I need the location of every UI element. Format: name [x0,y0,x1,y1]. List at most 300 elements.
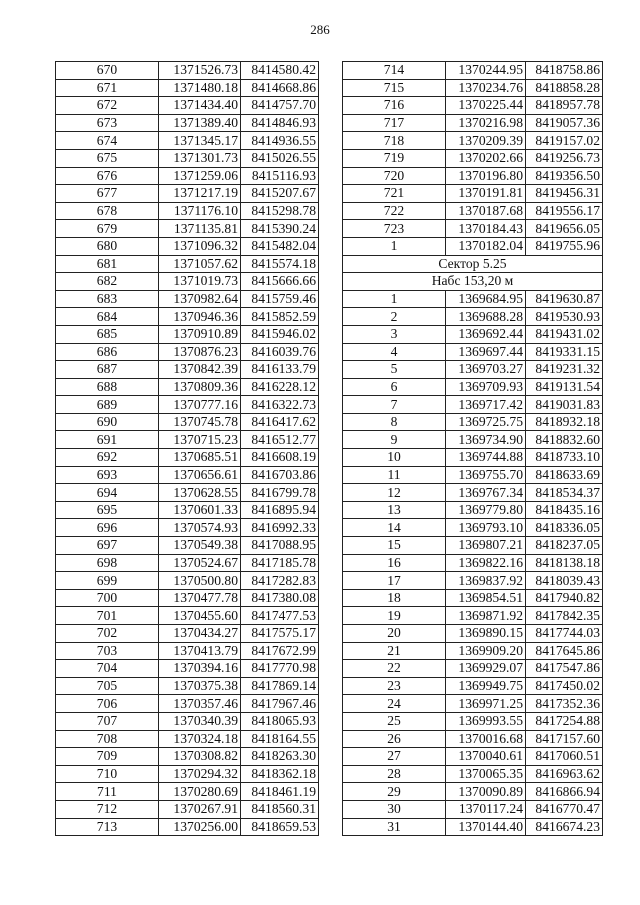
coordinate-x: 1369993.55 [446,712,526,730]
coordinate-x: 1369890.15 [446,625,526,643]
coordinate-y: 8419556.17 [526,202,603,220]
coordinate-x: 1370549.38 [159,537,241,555]
coordinate-x: 1369767.34 [446,484,526,502]
coordinate-y: 8415207.67 [241,185,319,203]
coordinate-y: 8417672.99 [241,642,319,660]
table-row [343,712,603,730]
coordinate-y: 8417770.98 [241,660,319,678]
coordinate-y: 8417352.36 [526,695,603,713]
table-row [343,783,603,801]
coordinate-x: 1370375.38 [159,677,241,695]
coordinate-y: 8417185.78 [241,554,319,572]
point-number: 696 [56,519,159,537]
coordinate-x: 1370455.60 [159,607,241,625]
coordinate-x: 1369755.70 [446,466,526,484]
point-number: 680 [56,237,159,255]
coordinate-x: 1369725.75 [446,413,526,431]
point-number: 7 [343,396,446,414]
table-row [56,466,319,484]
coordinate-x: 1370500.80 [159,572,241,590]
coordinate-y: 8416133.79 [241,361,319,379]
table-row [343,589,603,607]
point-number: 717 [343,114,446,132]
coordinate-y: 8415482.04 [241,237,319,255]
coordinate-x: 1371526.73 [159,62,241,80]
coordinate-x: 1369949.75 [446,677,526,695]
point-number: 21 [343,642,446,660]
table-row [56,97,319,115]
coordinate-x: 1369744.88 [446,449,526,467]
point-number: 26 [343,730,446,748]
table-row [56,361,319,379]
table-row [343,62,603,80]
table-row [343,501,603,519]
point-number: 681 [56,255,159,273]
coordinate-x: 1370308.82 [159,748,241,766]
point-number: 5 [343,361,446,379]
point-number: 31 [343,818,446,836]
point-number: 29 [343,783,446,801]
coordinate-y: 8419331.15 [526,343,603,361]
coordinate-x: 1370745.78 [159,413,241,431]
point-number: 12 [343,484,446,502]
coordinate-y: 8415759.46 [241,290,319,308]
coordinate-y: 8419456.31 [526,185,603,203]
point-number: 14 [343,519,446,537]
coordinates-table-right-top-body [343,62,603,256]
coordinate-x: 1369871.92 [446,607,526,625]
coordinate-x: 1369697.44 [446,343,526,361]
table-row [343,396,603,414]
coordinate-x: 1370040.61 [446,748,526,766]
coordinate-y: 8415116.93 [241,167,319,185]
table-row [343,625,603,643]
point-number: 704 [56,660,159,678]
table-row [343,149,603,167]
table-row [56,783,319,801]
coordinate-y: 8416703.86 [241,466,319,484]
coordinate-x: 1370477.78 [159,589,241,607]
table-row [56,642,319,660]
coordinate-y: 8418362.18 [241,765,319,783]
coordinate-y: 8416770.47 [526,800,603,818]
point-number: 709 [56,748,159,766]
coordinate-x: 1369734.90 [446,431,526,449]
table-row [56,237,319,255]
coordinate-x: 1369837.92 [446,572,526,590]
point-number: 686 [56,343,159,361]
coordinate-y: 8418435.16 [526,501,603,519]
point-number: 685 [56,325,159,343]
coordinate-y: 8416322.73 [241,396,319,414]
coordinate-y: 8418039.43 [526,572,603,590]
coordinate-y: 8418758.86 [526,62,603,80]
point-number: 708 [56,730,159,748]
coordinate-y: 8417088.95 [241,537,319,555]
coordinates-table-left [55,61,319,836]
table-row [343,730,603,748]
table-row [343,290,603,308]
coordinate-y: 8416417.62 [241,413,319,431]
coordinate-x: 1370144.40 [446,818,526,836]
point-number: 673 [56,114,159,132]
coordinate-y: 8419157.02 [526,132,603,150]
coordinate-x: 1370256.00 [159,818,241,836]
coordinate-y: 8417254.88 [526,712,603,730]
point-number: 9 [343,431,446,449]
coordinate-x: 1371176.10 [159,202,241,220]
coordinate-y: 8416799.78 [241,484,319,502]
coordinate-x: 1369793.10 [446,519,526,537]
point-number: 20 [343,625,446,643]
coordinate-y: 8419057.36 [526,114,603,132]
coordinate-y: 8418932.18 [526,413,603,431]
point-number: 2 [343,308,446,326]
coordinates-table-right [342,61,603,836]
table-row [343,79,603,97]
coordinate-y: 8419530.93 [526,308,603,326]
coordinate-x: 1370434.27 [159,625,241,643]
coordinate-y: 8419031.83 [526,396,603,414]
coordinate-y: 8418461.19 [241,783,319,801]
point-number: 715 [343,79,446,97]
point-number: 705 [56,677,159,695]
table-row [56,695,319,713]
coordinate-y: 8415852.59 [241,308,319,326]
table-row [343,748,603,766]
coordinate-x: 1371135.81 [159,220,241,238]
table-row [343,132,603,150]
table-row [56,431,319,449]
point-number: 1 [343,237,446,255]
table-row [343,343,603,361]
coordinate-x: 1369684.95 [446,290,526,308]
coordinate-y: 8418534.37 [526,484,603,502]
point-number: 27 [343,748,446,766]
coordinate-x: 1370216.98 [446,114,526,132]
table-row [343,695,603,713]
point-number: 11 [343,466,446,484]
coordinate-x: 1369703.27 [446,361,526,379]
coordinate-x: 1370117.24 [446,800,526,818]
coordinate-x: 1370946.36 [159,308,241,326]
coordinate-x: 1370685.51 [159,449,241,467]
table-row [56,589,319,607]
coordinate-x: 1370267.91 [159,800,241,818]
coordinate-y: 8417744.03 [526,625,603,643]
coordinate-x: 1370628.55 [159,484,241,502]
coordinate-y: 8417842.35 [526,607,603,625]
point-number: 683 [56,290,159,308]
point-number: 693 [56,466,159,484]
point-number: 676 [56,167,159,185]
table-row [56,62,319,80]
coordinate-y: 8415026.55 [241,149,319,167]
table-row [56,220,319,238]
coordinate-x: 1371217.19 [159,185,241,203]
point-number: 15 [343,537,446,555]
coordinate-x: 1370016.68 [446,730,526,748]
table-row [56,273,319,291]
point-number: 723 [343,220,446,238]
point-number: 28 [343,765,446,783]
coordinate-y: 8416674.23 [526,818,603,836]
coordinate-y: 8414846.93 [241,114,319,132]
coordinate-y: 8418633.69 [526,466,603,484]
point-number: 718 [343,132,446,150]
coordinate-x: 1369688.28 [446,308,526,326]
table-row [56,167,319,185]
coordinates-table-right-bottom-body [343,290,603,835]
coordinate-x: 1370656.61 [159,466,241,484]
table-row [343,308,603,326]
coordinate-y: 8416992.33 [241,519,319,537]
point-number: 19 [343,607,446,625]
coordinate-y: 8417967.46 [241,695,319,713]
table-row [56,396,319,414]
table-row [343,765,603,783]
coordinate-x: 1371389.40 [159,114,241,132]
table-row [343,642,603,660]
table-row [56,343,319,361]
table-row [56,712,319,730]
coordinate-y: 8418659.53 [241,818,319,836]
table-row [343,237,603,255]
table-row [56,501,319,519]
table-row [343,660,603,678]
point-number: 721 [343,185,446,203]
coordinate-x: 1370209.39 [446,132,526,150]
point-number: 703 [56,642,159,660]
coordinate-x: 1369971.25 [446,695,526,713]
point-number: 713 [56,818,159,836]
coordinate-x: 1370842.39 [159,361,241,379]
point-number: 688 [56,378,159,396]
point-number: 682 [56,273,159,291]
coordinate-y: 8418858.28 [526,79,603,97]
coordinate-y: 8415390.24 [241,220,319,238]
coordinate-y: 8415666.66 [241,273,319,291]
coordinate-y: 8416039.76 [241,343,319,361]
coordinate-y: 8414936.55 [241,132,319,150]
sector-subtitle-row [343,273,603,291]
coordinate-y: 8417575.17 [241,625,319,643]
point-number: 25 [343,712,446,730]
coordinate-x: 1370601.33 [159,501,241,519]
point-number: 679 [56,220,159,238]
point-number: 13 [343,501,446,519]
coordinate-x: 1370982.64 [159,290,241,308]
point-number: 10 [343,449,446,467]
point-number: 4 [343,343,446,361]
coordinate-x: 1369692.44 [446,325,526,343]
coordinate-y: 8416963.62 [526,765,603,783]
coordinate-y: 8417940.82 [526,589,603,607]
point-number: 716 [343,97,446,115]
point-number: 690 [56,413,159,431]
page-number: 286 [310,22,330,37]
point-number: 714 [343,62,446,80]
coordinate-y: 8414580.42 [241,62,319,80]
table-row [343,466,603,484]
coordinate-y: 8416228.12 [241,378,319,396]
coordinate-x: 1370065.35 [446,765,526,783]
coordinate-x: 1370294.32 [159,765,241,783]
coordinate-x: 1370715.23 [159,431,241,449]
table-row [56,413,319,431]
table-row [56,484,319,502]
point-number: 1 [343,290,446,308]
table-row [56,255,319,273]
table-row [343,607,603,625]
coordinate-y: 8418733.10 [526,449,603,467]
table-row [56,308,319,326]
coordinate-y: 8417157.60 [526,730,603,748]
table-row [343,537,603,555]
coordinate-x: 1371096.32 [159,237,241,255]
coordinate-y: 8419356.50 [526,167,603,185]
coordinate-y: 8414668.86 [241,79,319,97]
point-number: 24 [343,695,446,713]
coordinate-y: 8419256.73 [526,149,603,167]
point-number: 697 [56,537,159,555]
coordinate-x: 1370574.93 [159,519,241,537]
coordinate-y: 8419231.32 [526,361,603,379]
coordinate-y: 8417380.08 [241,589,319,607]
table-row [56,378,319,396]
point-number: 8 [343,413,446,431]
coordinate-x: 1369717.42 [446,396,526,414]
coordinate-y: 8416512.77 [241,431,319,449]
coordinate-x: 1371345.17 [159,132,241,150]
coordinate-y: 8419630.87 [526,290,603,308]
point-number: 677 [56,185,159,203]
coordinate-y: 8418336.05 [526,519,603,537]
sector-title: Сектор 5.25 [343,255,603,273]
table-row [343,431,603,449]
coordinate-y: 8417282.83 [241,572,319,590]
point-number: 17 [343,572,446,590]
table-row [56,800,319,818]
coordinate-x: 1370324.18 [159,730,241,748]
coordinate-y: 8418832.60 [526,431,603,449]
point-number: 722 [343,202,446,220]
table-row [343,220,603,238]
coordinate-x: 1370876.23 [159,343,241,361]
coordinate-y: 8418065.93 [241,712,319,730]
coordinate-x: 1370413.79 [159,642,241,660]
table-row [343,572,603,590]
point-number: 698 [56,554,159,572]
coordinate-y: 8418263.30 [241,748,319,766]
table-row [56,185,319,203]
coordinate-x: 1370182.04 [446,237,526,255]
point-number: 691 [56,431,159,449]
table-row [343,185,603,203]
coordinate-x: 1370191.81 [446,185,526,203]
coordinate-x: 1370090.89 [446,783,526,801]
point-number: 6 [343,378,446,396]
point-number: 701 [56,607,159,625]
coordinate-y: 8416608.19 [241,449,319,467]
coordinate-x: 1370394.16 [159,660,241,678]
table-row [56,748,319,766]
table-row [56,79,319,97]
coordinate-x: 1370340.39 [159,712,241,730]
coordinate-x: 1369807.21 [446,537,526,555]
table-row [56,765,319,783]
table-row [56,132,319,150]
point-number: 670 [56,62,159,80]
table-row [343,167,603,185]
point-number: 711 [56,783,159,801]
coordinate-x: 1369909.20 [446,642,526,660]
table-row [343,800,603,818]
point-number: 30 [343,800,446,818]
table-row [343,449,603,467]
point-number: 702 [56,625,159,643]
coordinate-x: 1370244.95 [446,62,526,80]
coordinate-x: 1370196.80 [446,167,526,185]
table-row [56,537,319,555]
coordinates-table-left-body [56,62,319,836]
table-row [343,413,603,431]
table-row [56,449,319,467]
table-row [56,730,319,748]
coordinate-x: 1369709.93 [446,378,526,396]
coordinate-x: 1371480.18 [159,79,241,97]
point-number: 712 [56,800,159,818]
point-number: 719 [343,149,446,167]
coordinate-x: 1371301.73 [159,149,241,167]
table-row [343,519,603,537]
coordinate-x: 1369854.51 [446,589,526,607]
table-row [56,818,319,836]
coordinate-y: 8415574.18 [241,255,319,273]
coordinate-y: 8419755.96 [526,237,603,255]
coordinate-y: 8418237.05 [526,537,603,555]
point-number: 674 [56,132,159,150]
table-row [343,484,603,502]
coordinate-y: 8417547.86 [526,660,603,678]
point-number: 687 [56,361,159,379]
coordinate-y: 8415946.02 [241,325,319,343]
table-row [343,325,603,343]
coordinate-x: 1371434.40 [159,97,241,115]
coordinate-y: 8418138.18 [526,554,603,572]
table-row [56,554,319,572]
point-number: 700 [56,589,159,607]
point-number: 22 [343,660,446,678]
coordinate-x: 1370225.44 [446,97,526,115]
sector-header [343,255,603,290]
table-row [343,818,603,836]
table-row [343,361,603,379]
point-number: 692 [56,449,159,467]
table-row [343,378,603,396]
point-number: 675 [56,149,159,167]
coordinate-x: 1370280.69 [159,783,241,801]
point-number: 699 [56,572,159,590]
coordinate-y: 8419131.54 [526,378,603,396]
sector-title-row [343,255,603,273]
coordinate-y: 8417477.53 [241,607,319,625]
coordinate-y: 8418957.78 [526,97,603,115]
coordinate-y: 8416866.94 [526,783,603,801]
table-row [56,149,319,167]
point-number: 710 [56,765,159,783]
table-row [56,519,319,537]
